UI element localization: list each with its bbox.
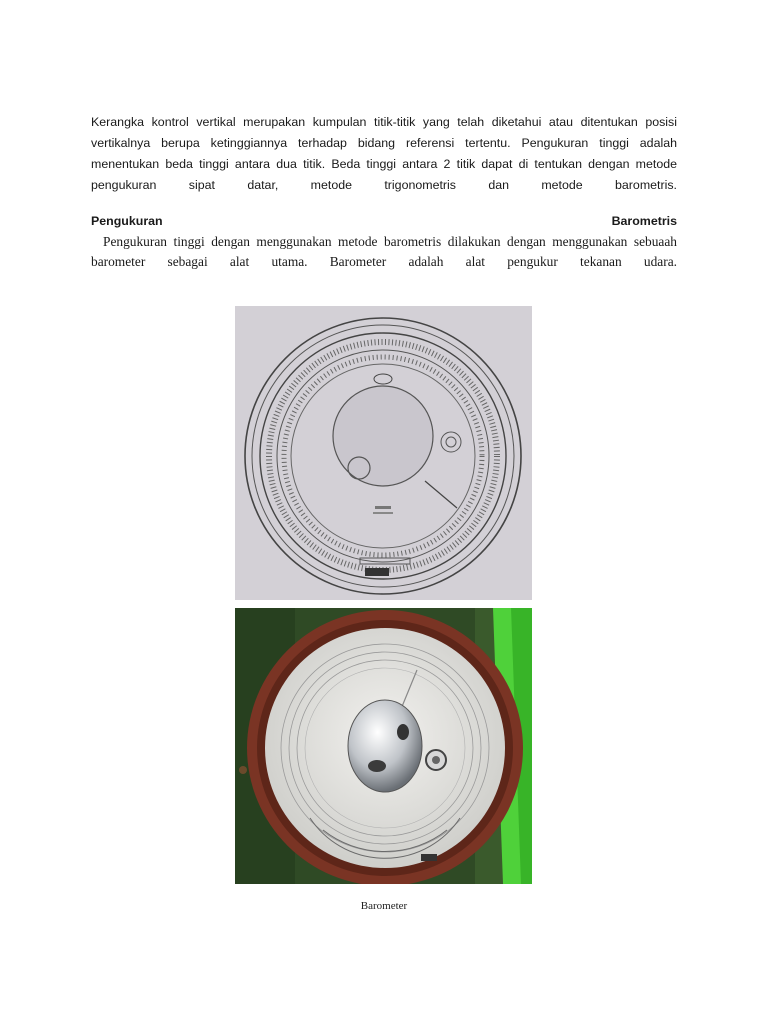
figure-caption: Barometer <box>360 900 408 912</box>
barometer-photo-icon <box>235 608 532 884</box>
intro-paragraph: Kerangka kontrol vertikal merupakan kumpulan titik-titik yang telah diketahui atau ditentukan posisi vertikalnya berupa ketinggiannya terhadap bidang referensi tertentu. Pengukuran tinggi adalah menentukan beda tinggi antara dua titik. Beda tinggi antara 2 titik dapat di tentukan dengan metode pengukuran sipat datar, metode trigonometris dan metode barometris. <box>91 115 677 192</box>
section-heading <box>91 211 677 232</box>
barometer-dial-drawing-icon <box>235 306 532 600</box>
barometer-paragraph: Pengukuran tinggi dengan menggunakan metode barometris dilakukan dengan menggunakan sebuaah barometer sebagai alat utama. Barometer adalah alat pengukur tekanan udara. <box>91 234 677 269</box>
heading-right-word: Barometris <box>611 214 677 228</box>
heading-left-word: Pengukuran <box>91 214 163 228</box>
barometer-photo-image <box>235 608 532 884</box>
barometer-diagram-image <box>235 306 532 600</box>
